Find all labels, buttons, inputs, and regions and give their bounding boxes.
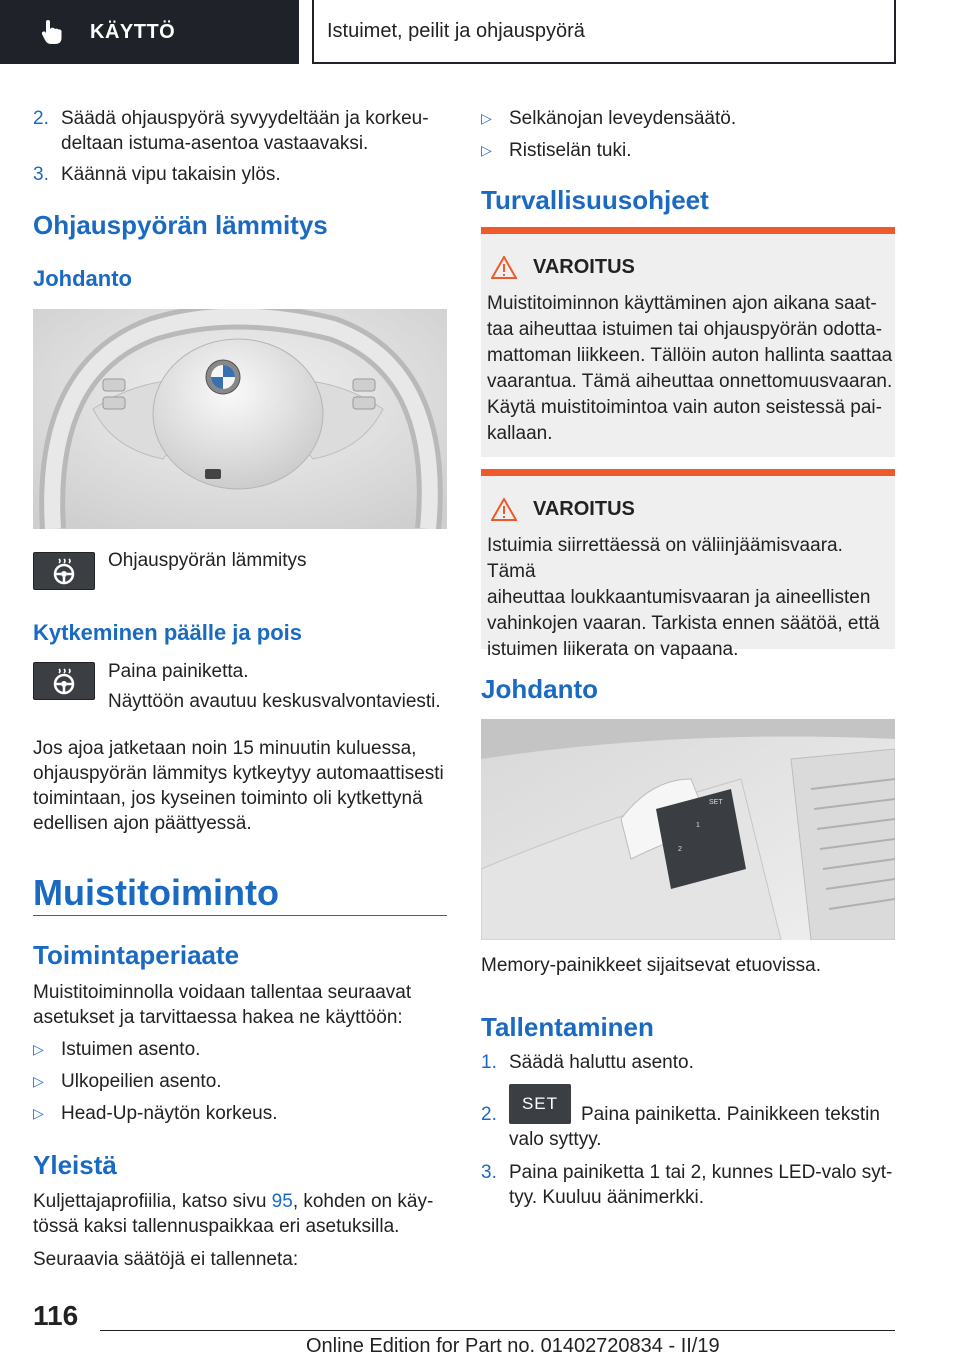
instruction-text: Näyttöön avautuu keskusvalvontaviesti.: [108, 691, 441, 712]
heading-rule: [33, 915, 447, 916]
bullet-triangle-icon: ▷: [33, 1041, 44, 1057]
list-item: 2. Säädä ohjauspyörä syvyydeltään ja korkeu- deltaan istuma-asentoa vastaavaksi.: [33, 108, 429, 154]
section-heading: Ohjauspyörän lämmitys: [33, 210, 328, 240]
page-number: 116: [33, 1300, 79, 1331]
list-item: ▷ Head-Up-näytön korkeus.: [33, 1103, 278, 1124]
subsection-heading: Kytkeminen päälle ja pois: [33, 620, 302, 645]
bullet-triangle-icon: ▷: [481, 110, 492, 126]
paragraph: Kuljettajaprofiilia, katso sivu 95, kohden on käy- tössä kaksi tallennuspaikkaa eri asetuksilla. Seuraavia säätöjä ei tallenneta:: [33, 1191, 434, 1270]
paragraph: Jos ajoa jatketaan noin 15 minuutin kuluessa, ohjauspyörän lämmitys kytkeytyy automaattisesti toimintaan, jos kyseinen toiminto oli kytkettynä edellisen ajon päättyessä.: [33, 738, 444, 834]
heated-wheel-icon: [49, 666, 79, 696]
hand-pointer-icon: [38, 17, 68, 47]
memory-2-label: 2: [678, 846, 682, 853]
warning-title: VAROITUS: [533, 498, 635, 520]
chapter-heading: Muistitoiminto: [33, 872, 279, 913]
warning-title: VAROITUS: [533, 256, 635, 278]
warning-text: Istuimia siirrettäessä on väliinjäämisvaara. Tämä aiheuttaa loukkaantumisvaaran ja aineellisten vahinkojen vaaran. Tarkista ennen säätöä, että istuimen liikerata on vapaana.: [487, 535, 880, 660]
chapter-tab: [312, 0, 896, 64]
bullet-triangle-icon: ▷: [33, 1105, 44, 1121]
memory-buttons-photo: [481, 719, 895, 940]
edition-text: Online Edition for Part no. 01402720834 - II/19: [306, 1335, 720, 1357]
list-item: 1. Säädä haluttu asento.: [481, 1052, 694, 1073]
warning-triangle-icon: [491, 256, 517, 279]
bullet-triangle-icon: ▷: [33, 1073, 44, 1089]
steering-wheel-heating-button-icon: [33, 662, 95, 700]
bullet-triangle-icon: ▷: [481, 142, 492, 158]
subsection-heading: Johdanto: [33, 266, 132, 291]
photo-caption: Memory-painikkeet sijaitsevat etuovissa.: [481, 955, 822, 976]
section-heading: Yleistä: [33, 1150, 117, 1180]
footer-rule: [100, 1330, 895, 1331]
list-item: ▷ Selkänojan leveydensäätö.: [481, 108, 737, 129]
warning-text: Muistitoiminnon käyttäminen ajon aikana saat- taa aiheuttaa istuimen tai ohjauspyörän odotta- mattoman liikkeen. Tällöin auton hallinta saattaa vaarantua. Tämä aiheuttaa onnettomuusvaaran. Käytä muistitoimintoa vain auton seistessä pai- kallaan.: [487, 293, 893, 444]
set-button-icon: SET: [509, 1084, 571, 1124]
list-item: ▷ Istuimen asento.: [33, 1039, 201, 1060]
list-item: 3. Paina painiketta 1 tai 2, kunnes LED-valo syt- tyy. Kuuluu äänimerkki.: [481, 1162, 893, 1208]
steering-wheel-illustration: [33, 309, 447, 529]
list-item: 3. Käännä vipu takaisin ylös.: [33, 164, 281, 185]
steering-wheel-photo: [33, 309, 447, 529]
section-heading: Johdanto: [481, 674, 598, 704]
section-label: KÄYTTÖ: [90, 20, 176, 43]
warning-triangle-icon: [491, 498, 517, 521]
door-panel-illustration: [481, 719, 895, 940]
list-item: 2. Paina painiketta. Painikkeen tekstin valo syttyy.: [481, 1104, 880, 1150]
heated-wheel-icon: [49, 556, 79, 586]
instruction-text: Paina painiketta.: [108, 661, 249, 682]
section-heading: Toimintaperiaate: [33, 940, 240, 970]
warning-box: [481, 227, 895, 457]
set-button-label: SET: [709, 799, 723, 806]
section-heading: Tallentaminen: [481, 1012, 654, 1042]
steering-wheel-heating-icon: [33, 552, 95, 590]
page-header: [0, 0, 960, 66]
warning-box: [481, 469, 895, 660]
memory-1-label: 1: [696, 822, 700, 829]
chapter-title: Istuimet, peilit ja ohjauspyörä: [327, 19, 585, 42]
paragraph: Muistitoiminnolla voidaan tallentaa seuraavat asetukset ja tarvittaessa hakea ne käyttöön:: [33, 982, 412, 1028]
list-item: ▷ Ulkopeilien asento.: [33, 1071, 222, 1092]
section-tab: [0, 0, 299, 64]
section-heading: Turvallisuusohjeet: [481, 185, 709, 215]
icon-caption: Ohjauspyörän lämmitys: [108, 550, 307, 571]
page-link[interactable]: 95: [271, 1191, 293, 1212]
list-item: ▷ Ristiselän tuki.: [481, 140, 632, 161]
